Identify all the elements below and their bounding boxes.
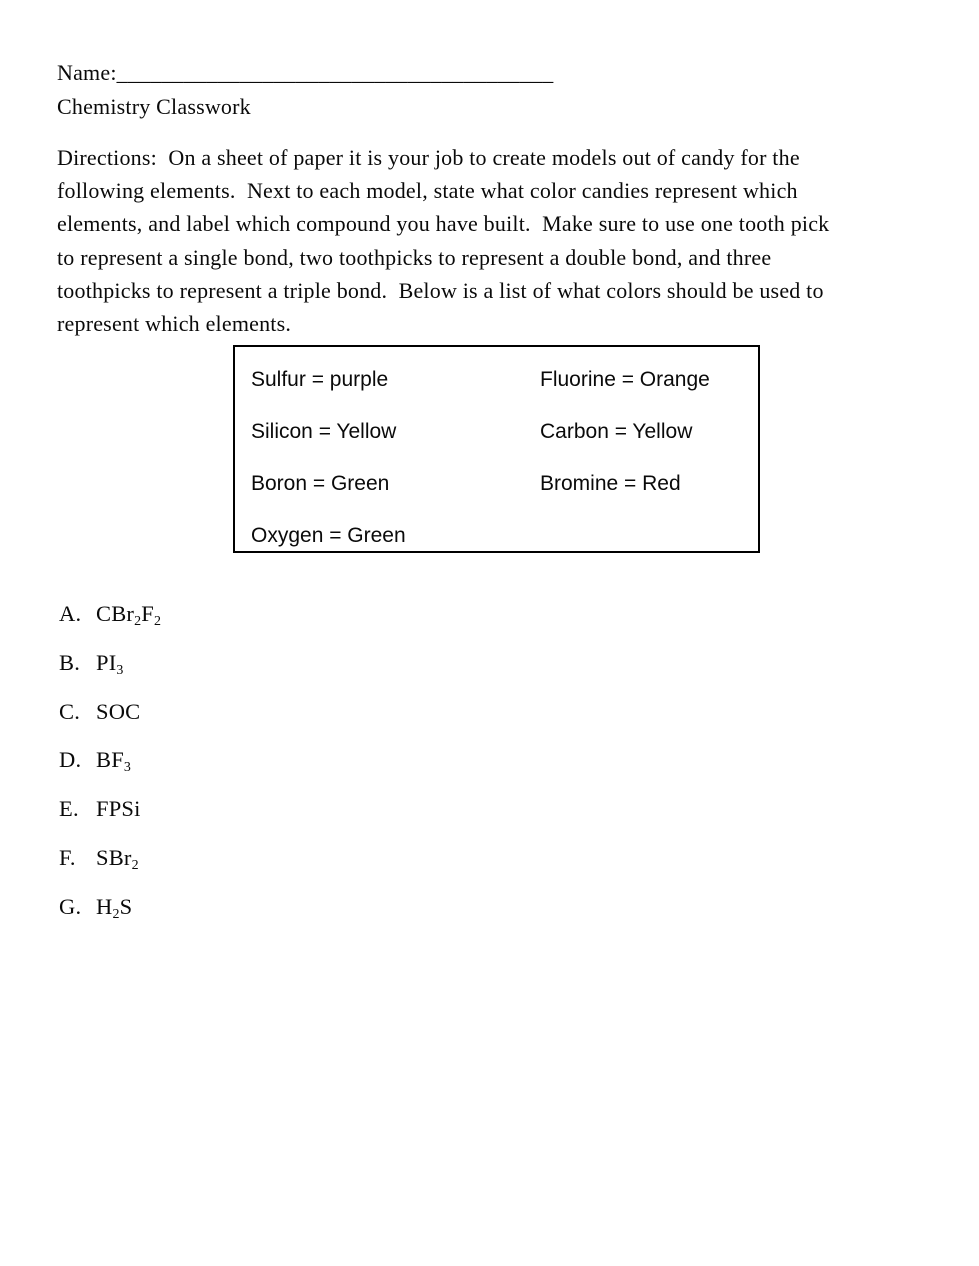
directions-line: toothpicks to represent a triple bond. Below is a list of what colors should be used to <box>57 277 824 303</box>
list-item-letter: C. <box>59 698 81 724</box>
directions-line: Directions: On a sheet of paper it is your job to create models out of candy for the <box>57 145 800 170</box>
directions-line: following elements. Next to each model, state what color candies represent which <box>57 178 798 204</box>
directions-line: to represent a single bond, two toothpicks to represent a double bond, and three <box>57 244 772 270</box>
list-item-letter: A. <box>59 601 82 626</box>
list-item-letter: D. <box>59 747 82 773</box>
color-key-item: Carbon = Yellow <box>540 420 693 443</box>
chemical-formula: $CBr_2F_2$ <box>96 601 162 629</box>
chemical-formula: $PI_3$ <box>96 649 124 678</box>
color-key-item: Sulfur = purple <box>251 368 389 391</box>
list-item <box>59 746 161 795</box>
chemical-formula: SOC <box>96 698 141 724</box>
chemical-formula: $BF_3$ <box>96 747 132 776</box>
color-key-left-column <box>251 354 406 562</box>
name-field-line <box>57 58 553 88</box>
chemical-formula: FPSi <box>96 796 141 822</box>
color-key-right-column <box>540 354 710 510</box>
list-item-letter: F. <box>59 844 76 870</box>
list-item <box>59 600 161 649</box>
directions-line: elements, and label which compound you have built. Make sure to use one tooth pick <box>57 211 830 237</box>
color-key-item: Fluorine = Orange <box>540 368 710 391</box>
chemical-formula: SBr$_2$ <box>96 844 139 873</box>
list-item-letter: B. <box>59 649 81 675</box>
color-key-item: Bromine = Red <box>540 472 681 495</box>
name-label: Name: <box>57 60 117 85</box>
color-key-box <box>233 345 760 553</box>
chemical-formula: $H_2S$ <box>96 893 133 922</box>
list-item <box>59 844 161 893</box>
list-item <box>59 698 161 747</box>
list-item-letter: E. <box>59 796 79 822</box>
page-title: Chemistry Classwork <box>57 94 251 119</box>
list-item <box>59 795 161 844</box>
color-key-item: Boron = Green <box>251 472 390 495</box>
directions-paragraph <box>57 141 829 340</box>
color-key-item: Silicon = Yellow <box>251 420 397 443</box>
name-blank-line: _______________________________________ <box>116 60 554 85</box>
list-item-letter: G. <box>59 893 82 919</box>
list-item <box>59 649 161 698</box>
list-item <box>59 893 161 942</box>
directions-line: represent which elements. <box>57 311 292 337</box>
compound-list <box>59 600 161 942</box>
color-key-item: Oxygen = Green <box>251 524 406 547</box>
